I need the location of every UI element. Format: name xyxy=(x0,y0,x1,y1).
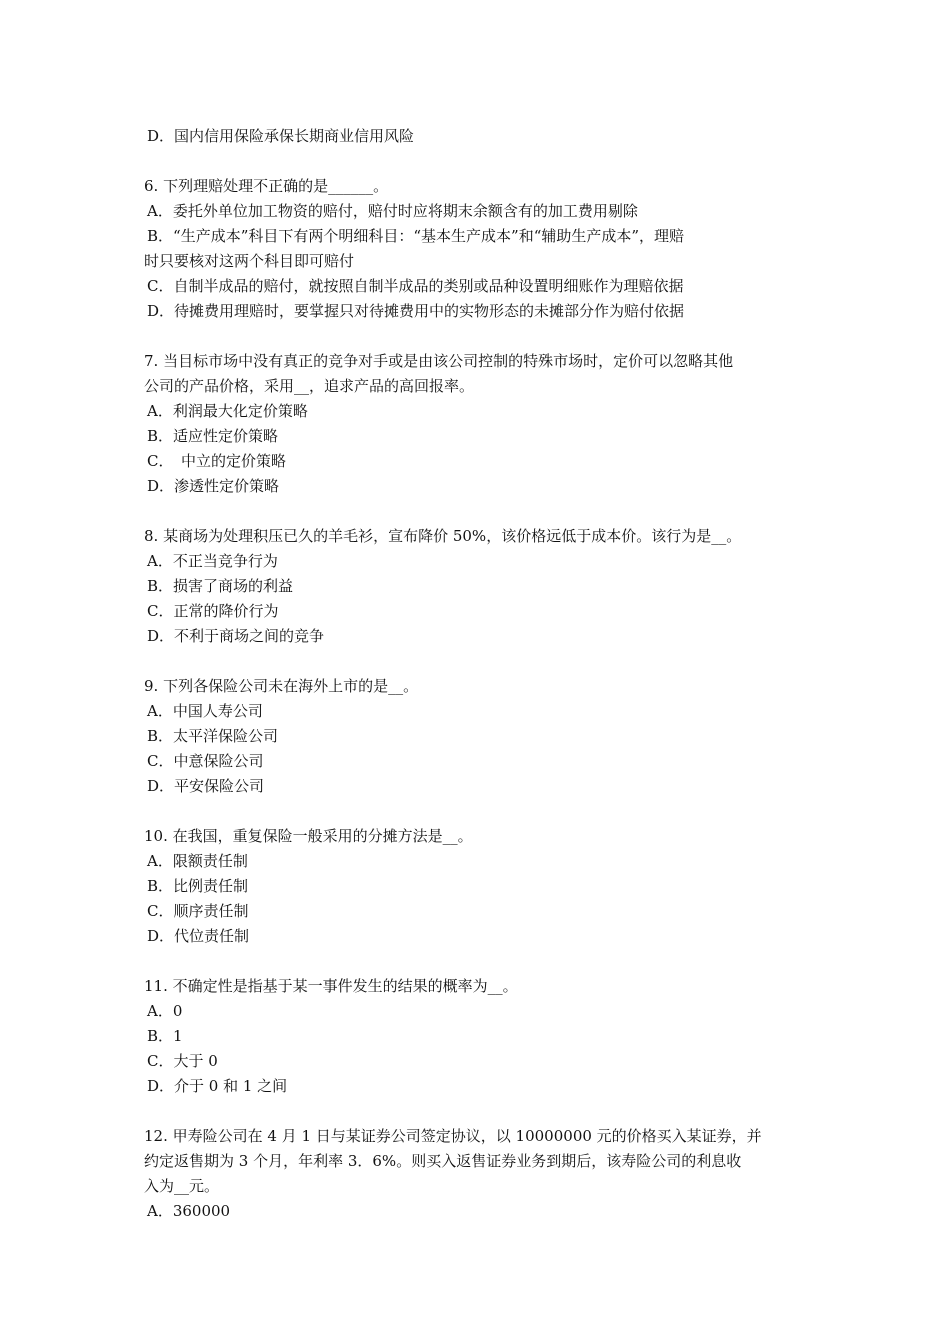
option-11a: A．0 xyxy=(147,1002,183,1020)
question-11-stem: 11. 不确定性是指基于某一事件发生的结果的概率为__。 xyxy=(144,977,518,995)
spacer xyxy=(144,499,808,524)
option-7b: B．适应性定价策略 xyxy=(147,427,279,445)
spacer xyxy=(144,799,808,824)
question-7-stem: 7. 当目标市场中没有真正的竞争对手或是由该公司控制的特殊市场时，定价可以忽略其他 xyxy=(144,352,734,370)
option-7c: C． 中立的定价策略 xyxy=(147,452,286,470)
option-8a: A．不正当竞争行为 xyxy=(147,552,278,570)
option-11b: B．1 xyxy=(147,1027,183,1045)
document-page xyxy=(144,124,808,1224)
option-6b-continued: 时只要核对这两个科目即可赔付 xyxy=(144,252,355,270)
spacer xyxy=(144,324,808,349)
question-12-stem-continued: 入为__元。 xyxy=(144,1177,220,1195)
option-9c: C．中意保险公司 xyxy=(147,752,264,770)
option-8b: B．损害了商场的利益 xyxy=(147,577,294,595)
option-8c: C．正常的降价行为 xyxy=(147,602,279,620)
spacer xyxy=(144,649,808,674)
question-7-stem-continued: 公司的产品价格，采用__，追求产品的高回报率。 xyxy=(144,377,475,395)
option-11c: C．大于 0 xyxy=(147,1052,218,1070)
option-5d: D．国内信用保险承保长期商业信用风险 xyxy=(147,127,415,145)
option-6b: B．“生产成本”科目下有两个明细科目：“基本生产成本”和“辅助生产成本”，理赔 xyxy=(147,227,685,245)
question-8-stem: 8. 某商场为处理积压已久的羊毛衫，宣布降价 50%，该价格远低于成本价。该行为是__。 xyxy=(144,527,742,545)
option-9d: D．平安保险公司 xyxy=(147,777,265,795)
option-10b: B．比例责任制 xyxy=(147,877,249,895)
spacer xyxy=(144,149,808,174)
option-6d: D．待摊费用理赔时，要掌握只对待摊费用中的实物形态的未摊部分作为赔付依据 xyxy=(147,302,685,320)
option-12a: A．360000 xyxy=(147,1202,231,1220)
option-7a: A．利润最大化定价策略 xyxy=(147,402,308,420)
option-7d: D．渗透性定价策略 xyxy=(147,477,280,495)
option-10a: A．限额责任制 xyxy=(147,852,248,870)
spacer xyxy=(144,1099,808,1124)
option-8d: D．不利于商场之间的竞争 xyxy=(147,627,325,645)
option-9a: A．中国人寿公司 xyxy=(147,702,263,720)
question-12-stem: 12. 甲寿险公司在 4 月 1 日与某证券公司签定协议，以 10000000 元的价格买入某证券，并 xyxy=(144,1127,762,1145)
option-10c: C．顺序责任制 xyxy=(147,902,249,920)
option-6a: A．委托外单位加工物资的赔付，赔付时应将期末余额含有的加工费用剔除 xyxy=(147,202,638,220)
question-6-stem: 6. 下列理赔处理不正确的是______。 xyxy=(144,177,389,195)
option-6c: C．自制半成品的赔付，就按照自制半成品的类别或品种设置明细账作为理赔依据 xyxy=(147,277,684,295)
option-10d: D．代位责任制 xyxy=(147,927,250,945)
option-9b: B．太平洋保险公司 xyxy=(147,727,279,745)
question-9-stem: 9. 下列各保险公司未在海外上市的是__。 xyxy=(144,677,419,695)
option-11d: D．介于 0 和 1 之间 xyxy=(147,1077,288,1095)
question-10-stem: 10. 在我国，重复保险一般采用的分摊方法是__。 xyxy=(144,827,473,845)
spacer xyxy=(144,949,808,974)
question-12-stem-continued: 约定返售期为 3 个月，年利率 3．6%。则买入返售证券业务到期后，该寿险公司的利息收 xyxy=(144,1152,742,1170)
